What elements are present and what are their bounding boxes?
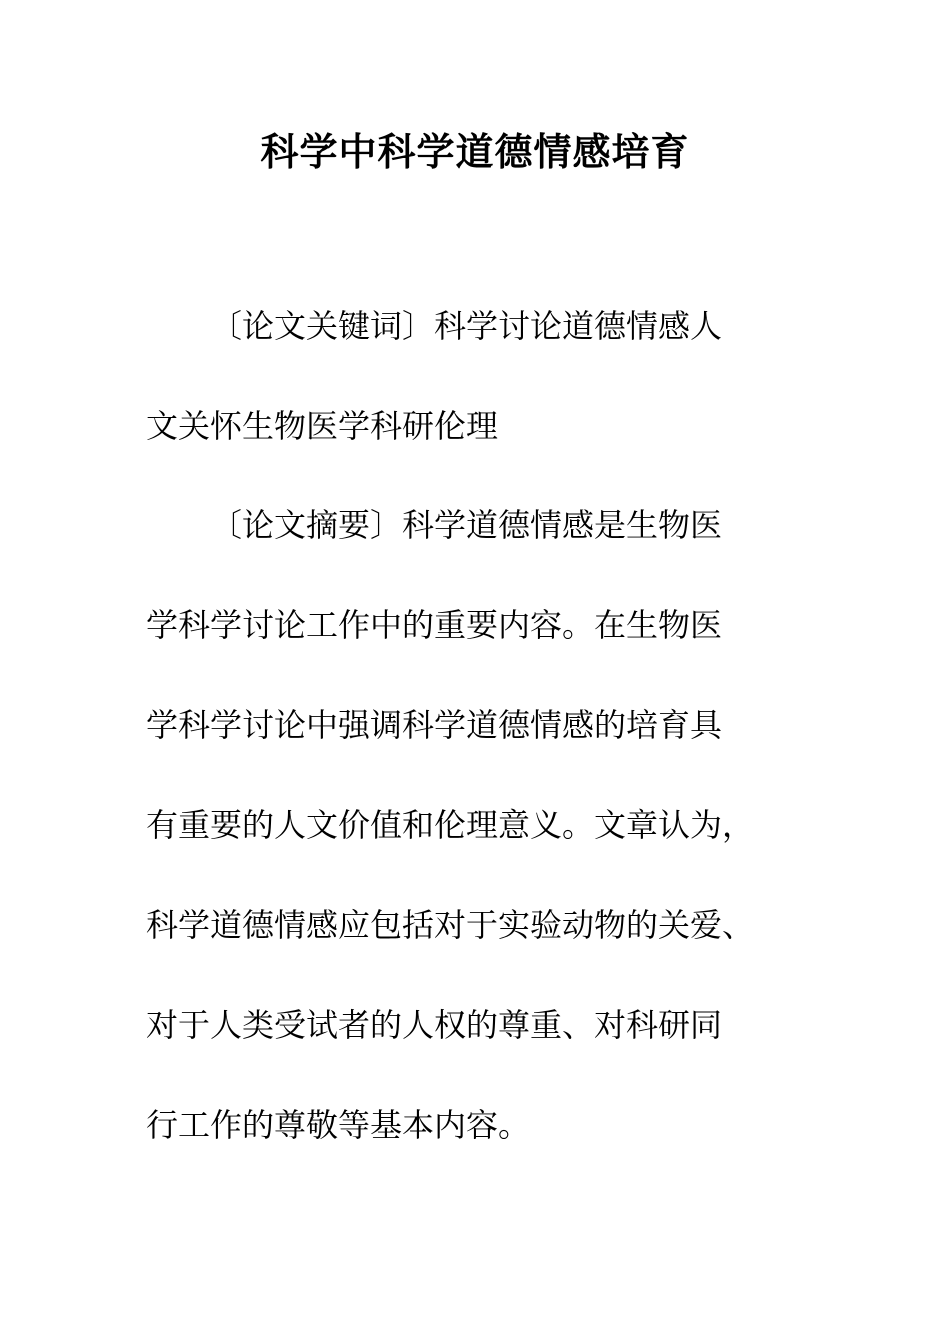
abstract-line: 学科学讨论工作中的重要内容。在生物医 (146, 606, 723, 644)
abstract-line: 科学道德情感应包括对于实验动物的关爱、 (146, 906, 755, 944)
abstract-line: 有重要的人文价值和伦理意义。文章认为， (146, 806, 755, 844)
abstract-line: 行工作的尊敬等基本内容。 (146, 1106, 531, 1144)
keywords-paragraph (146, 276, 826, 476)
abstract-paragraph (146, 475, 826, 1175)
document-title: 科学中科学道德情感培育 (260, 130, 690, 174)
abstract-line: 〔论文摘要〕科学道德情感是生物医 (210, 506, 723, 544)
keywords-line: 〔论文关键词〕科学讨论道德情感人 (210, 307, 723, 345)
abstract-line: 对于人类受试者的人权的尊重、对科研同 (146, 1006, 723, 1044)
abstract-line: 学科学讨论中强调科学道德情感的培育具 (146, 706, 723, 744)
keywords-line: 文关怀生物医学科研伦理 (146, 407, 499, 445)
